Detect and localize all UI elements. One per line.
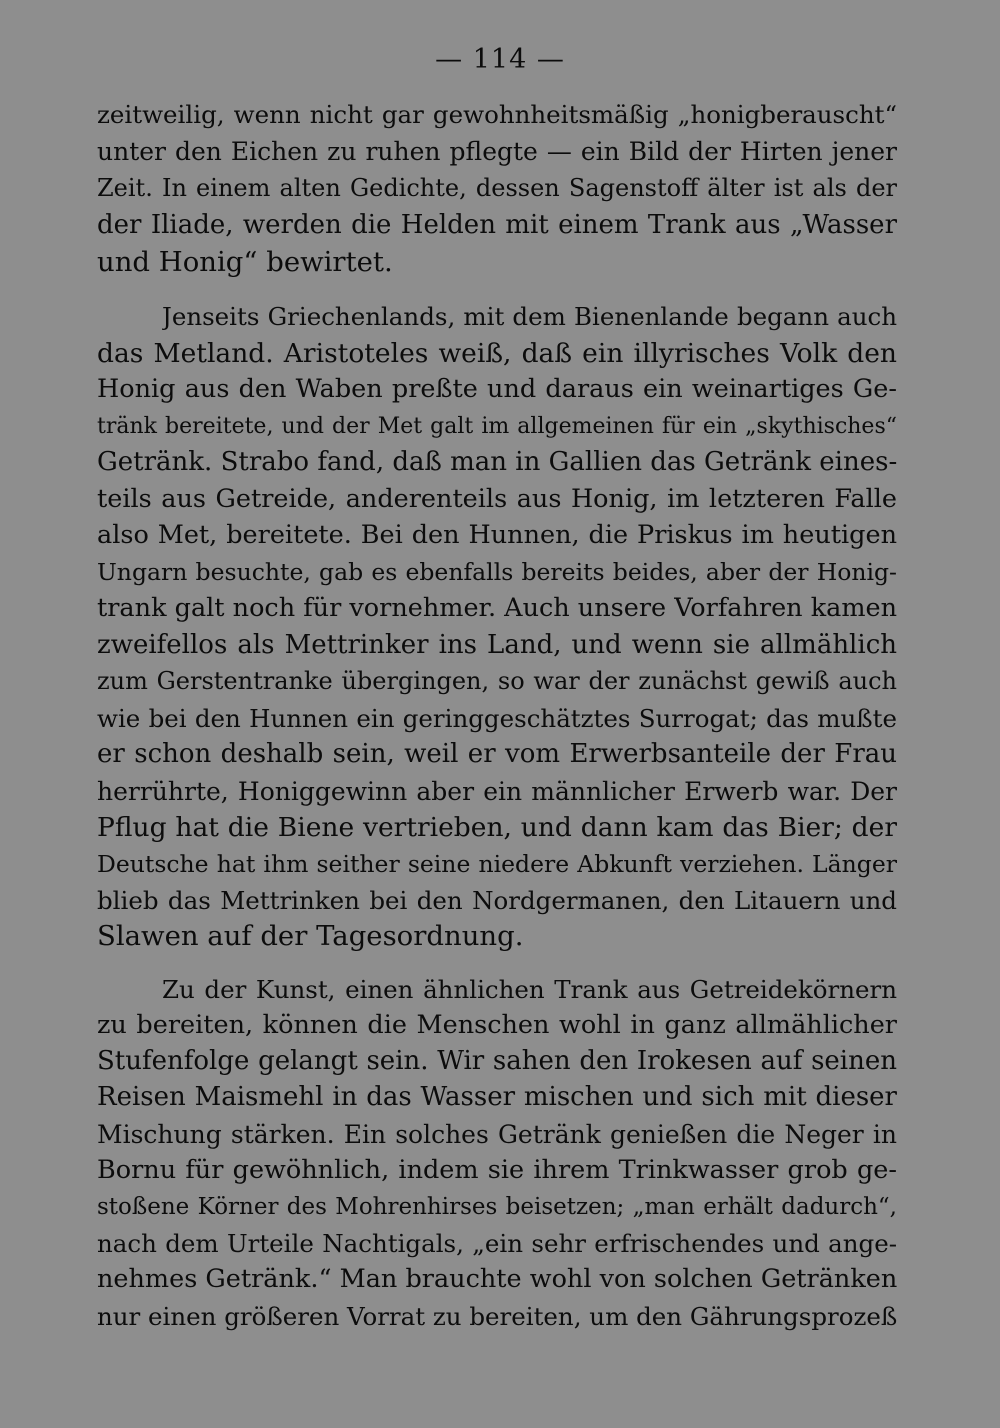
text-line: zweifellos als Mettrinker ins Land, und wenn sie allmählich <box>97 630 897 660</box>
text-line: Zu der Kunst, einen ähnlichen Trank aus Getreidekörnern <box>162 975 897 1004</box>
text-line: er schon deshalb sein, weil er vom Erwerbsanteile der Frau <box>97 739 897 769</box>
text-line: wie bei den Hunnen ein geringgeschätztes Surrogat; das mußte <box>97 704 897 733</box>
text-line: Mischung stärken. Ein solches Getränk genießen die Neger in <box>97 1120 897 1149</box>
text-line: Getränk. Strabo fand, daß man in Gallien das Getränk eines- <box>97 447 897 477</box>
text-line: Stufenfolge gelangt sein. Wir sahen den Irokesen auf seinen <box>97 1046 897 1076</box>
text-line: teils aus Getreide, anderenteils aus Honig, im letzteren Falle <box>97 484 897 514</box>
text-line: tränk bereitete, und der Met galt im allgemeinen für ein „skythisches“ <box>97 414 897 439</box>
text-line: Bornu für gewöhnlich, indem sie ihrem Trinkwasser grob ge- <box>97 1155 897 1185</box>
text-line: zu bereiten, können die Menschen wohl in ganz allmählicher <box>97 1010 897 1040</box>
text-line: unter den Eichen zu ruhen pflegte — ein Bild der Hirten jener <box>97 137 897 166</box>
text-line: herrührte, Honiggewinn aber ein männlicher Erwerb war. Der <box>97 777 897 806</box>
text-line: das Metland. Aristoteles weiß, daß ein illyrisches Volk den <box>97 338 897 369</box>
text-line: Jenseits Griechenlands, mit dem Bienenlande begann auch <box>162 302 897 331</box>
text-line: Ungarn besuchte, gab es ebenfalls bereits beides, aber der Honig- <box>97 558 897 586</box>
text-line: nur einen größeren Vorrat zu bereiten, um den Gährungsprozeß <box>97 1302 897 1331</box>
text-line: und Honig“ bewirtet. <box>97 246 393 278</box>
text-line: der Iliade, werden die Helden mit einem Trank aus „Wasser <box>97 210 897 240</box>
text-line: trank galt noch für vornehmer. Auch unsere Vorfahren kamen <box>97 593 897 623</box>
text-line: Deutsche hat ihm seither seine niedere Abkunft verziehen. Länger <box>97 850 897 878</box>
text-line: also Met, bereitete. Bei den Hunnen, die Priskus im heutigen <box>97 520 897 550</box>
text-line: Zeit. In einem alten Gedichte, dessen Sagenstoff älter ist als der <box>97 174 897 202</box>
text-line: Pflug hat die Biene vertrieben, und dann kam das Bier; der <box>97 812 897 843</box>
text-line: stoßene Körner des Mohrenhirses beisetzen; „man erhält dadurch“, <box>97 1194 897 1220</box>
text-line: zeitweilig, wenn nicht gar gewohnheitsmäßig „honigberauscht“ <box>97 100 897 129</box>
text-line: Reisen Maismehl in das Wasser mischen und sich mit dieser <box>97 1082 897 1112</box>
text-line: nach dem Urteile Nachtigals, „ein sehr erfrischendes und ange- <box>97 1229 897 1258</box>
text-line: blieb das Mettrinken bei den Nordgermanen, den Litauern und <box>97 886 897 915</box>
text-line: zum Gerstentranke übergingen, so war der zunächst gewiß auch <box>97 667 897 695</box>
text-line: nehmes Getränk.“ Man brauchte wohl von solchen Getränken <box>97 1264 897 1294</box>
text-line: Slawen auf der Tagesordnung. <box>97 920 524 952</box>
text-line: Honig aus den Waben preßte und daraus ein weinartiges Ge- <box>97 374 897 404</box>
page-number: — 114 — <box>435 44 565 75</box>
